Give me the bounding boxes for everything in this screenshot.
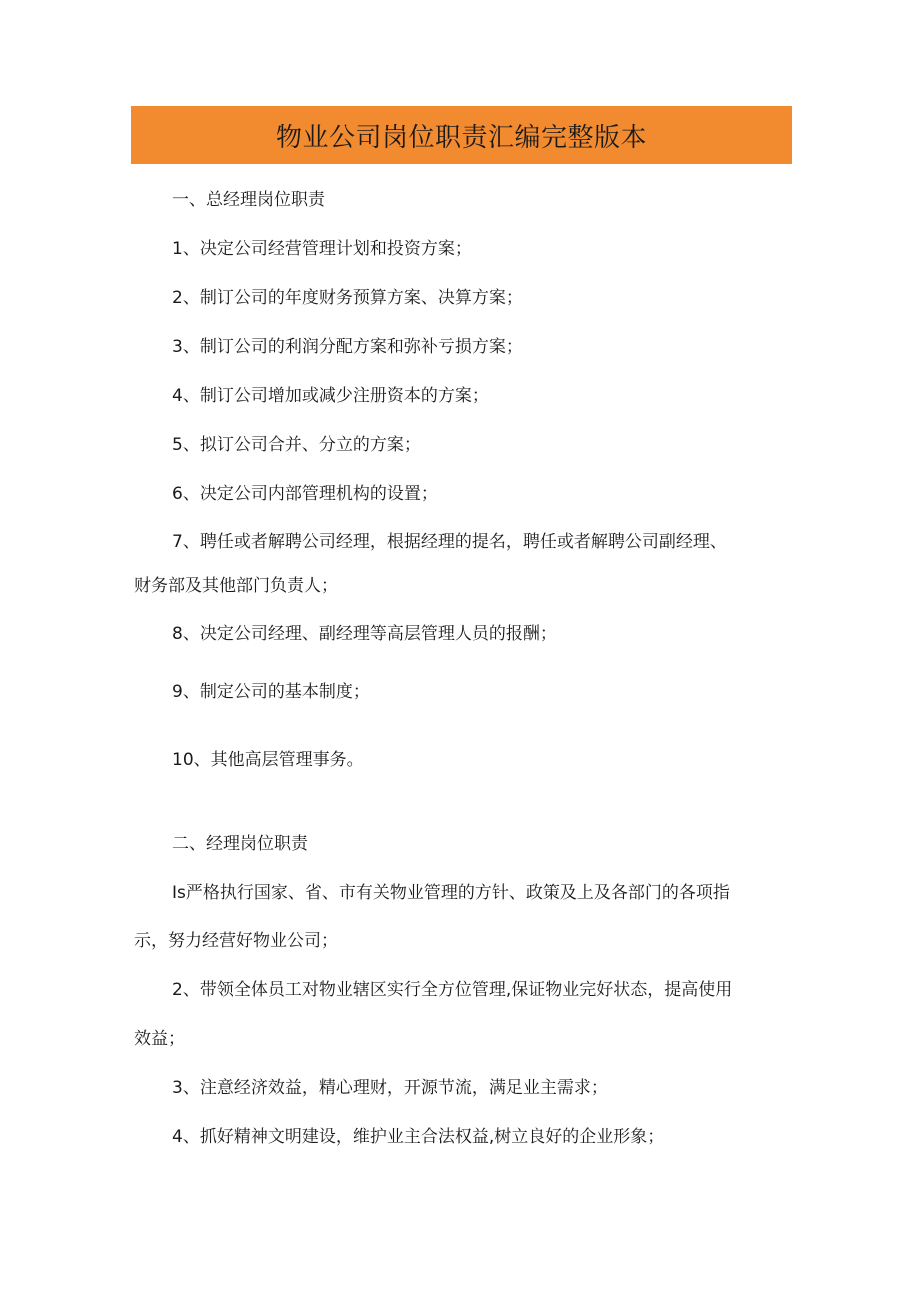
list-item: 6、决定公司内部管理机构的设置；: [172, 484, 438, 504]
list-item: 5、拟订公司合并、分立的方案；: [172, 435, 421, 455]
list-item: 9、制定公司的基本制度；: [172, 682, 370, 702]
list-item: 3、注意经济效益，精心理财，开源节流，满足业主需求；: [172, 1078, 608, 1098]
list-item: 7、聘任或者解聘公司经理，根据经理的提名，聘任或者解聘公司副经理、: [172, 532, 727, 552]
list-item: 1、决定公司经营管理计划和投资方案；: [172, 239, 472, 259]
list-item-continuation: 效益；: [134, 1029, 185, 1049]
section-heading-manager: 二、经理岗位职责: [172, 834, 308, 854]
list-item: 4、制订公司增加或减少注册资本的方案；: [172, 386, 489, 406]
title-banner: [131, 106, 792, 164]
document-title: 物业公司岗位职责汇编完整版本: [275, 122, 647, 153]
list-item: 4、抓好精神文明建设，维护业主合法权益,树立良好的企业形象；: [172, 1127, 665, 1147]
list-item-continuation: 财务部及其他部门负责人；: [134, 576, 338, 596]
list-item-continuation: 示，努力经营好物业公司；: [134, 931, 338, 951]
section-heading-general-manager: 一、总经理岗位职责: [172, 190, 325, 210]
list-item: 2、带领全体员工对物业辖区实行全方位管理,保证物业完好状态，提高使用: [172, 980, 733, 1000]
list-item: 10、其他高层管理事务。: [172, 750, 364, 770]
list-item: Is严格执行国家、省、市有关物业管理的方针、政策及上及各部门的各项指: [172, 883, 730, 903]
list-item: 2、制订公司的年度财务预算方案、决算方案；: [172, 288, 523, 308]
list-item: 8、决定公司经理、副经理等高层管理人员的报酬；: [172, 624, 557, 644]
list-item: 3、制订公司的利润分配方案和弥补亏损方案；: [172, 337, 523, 357]
